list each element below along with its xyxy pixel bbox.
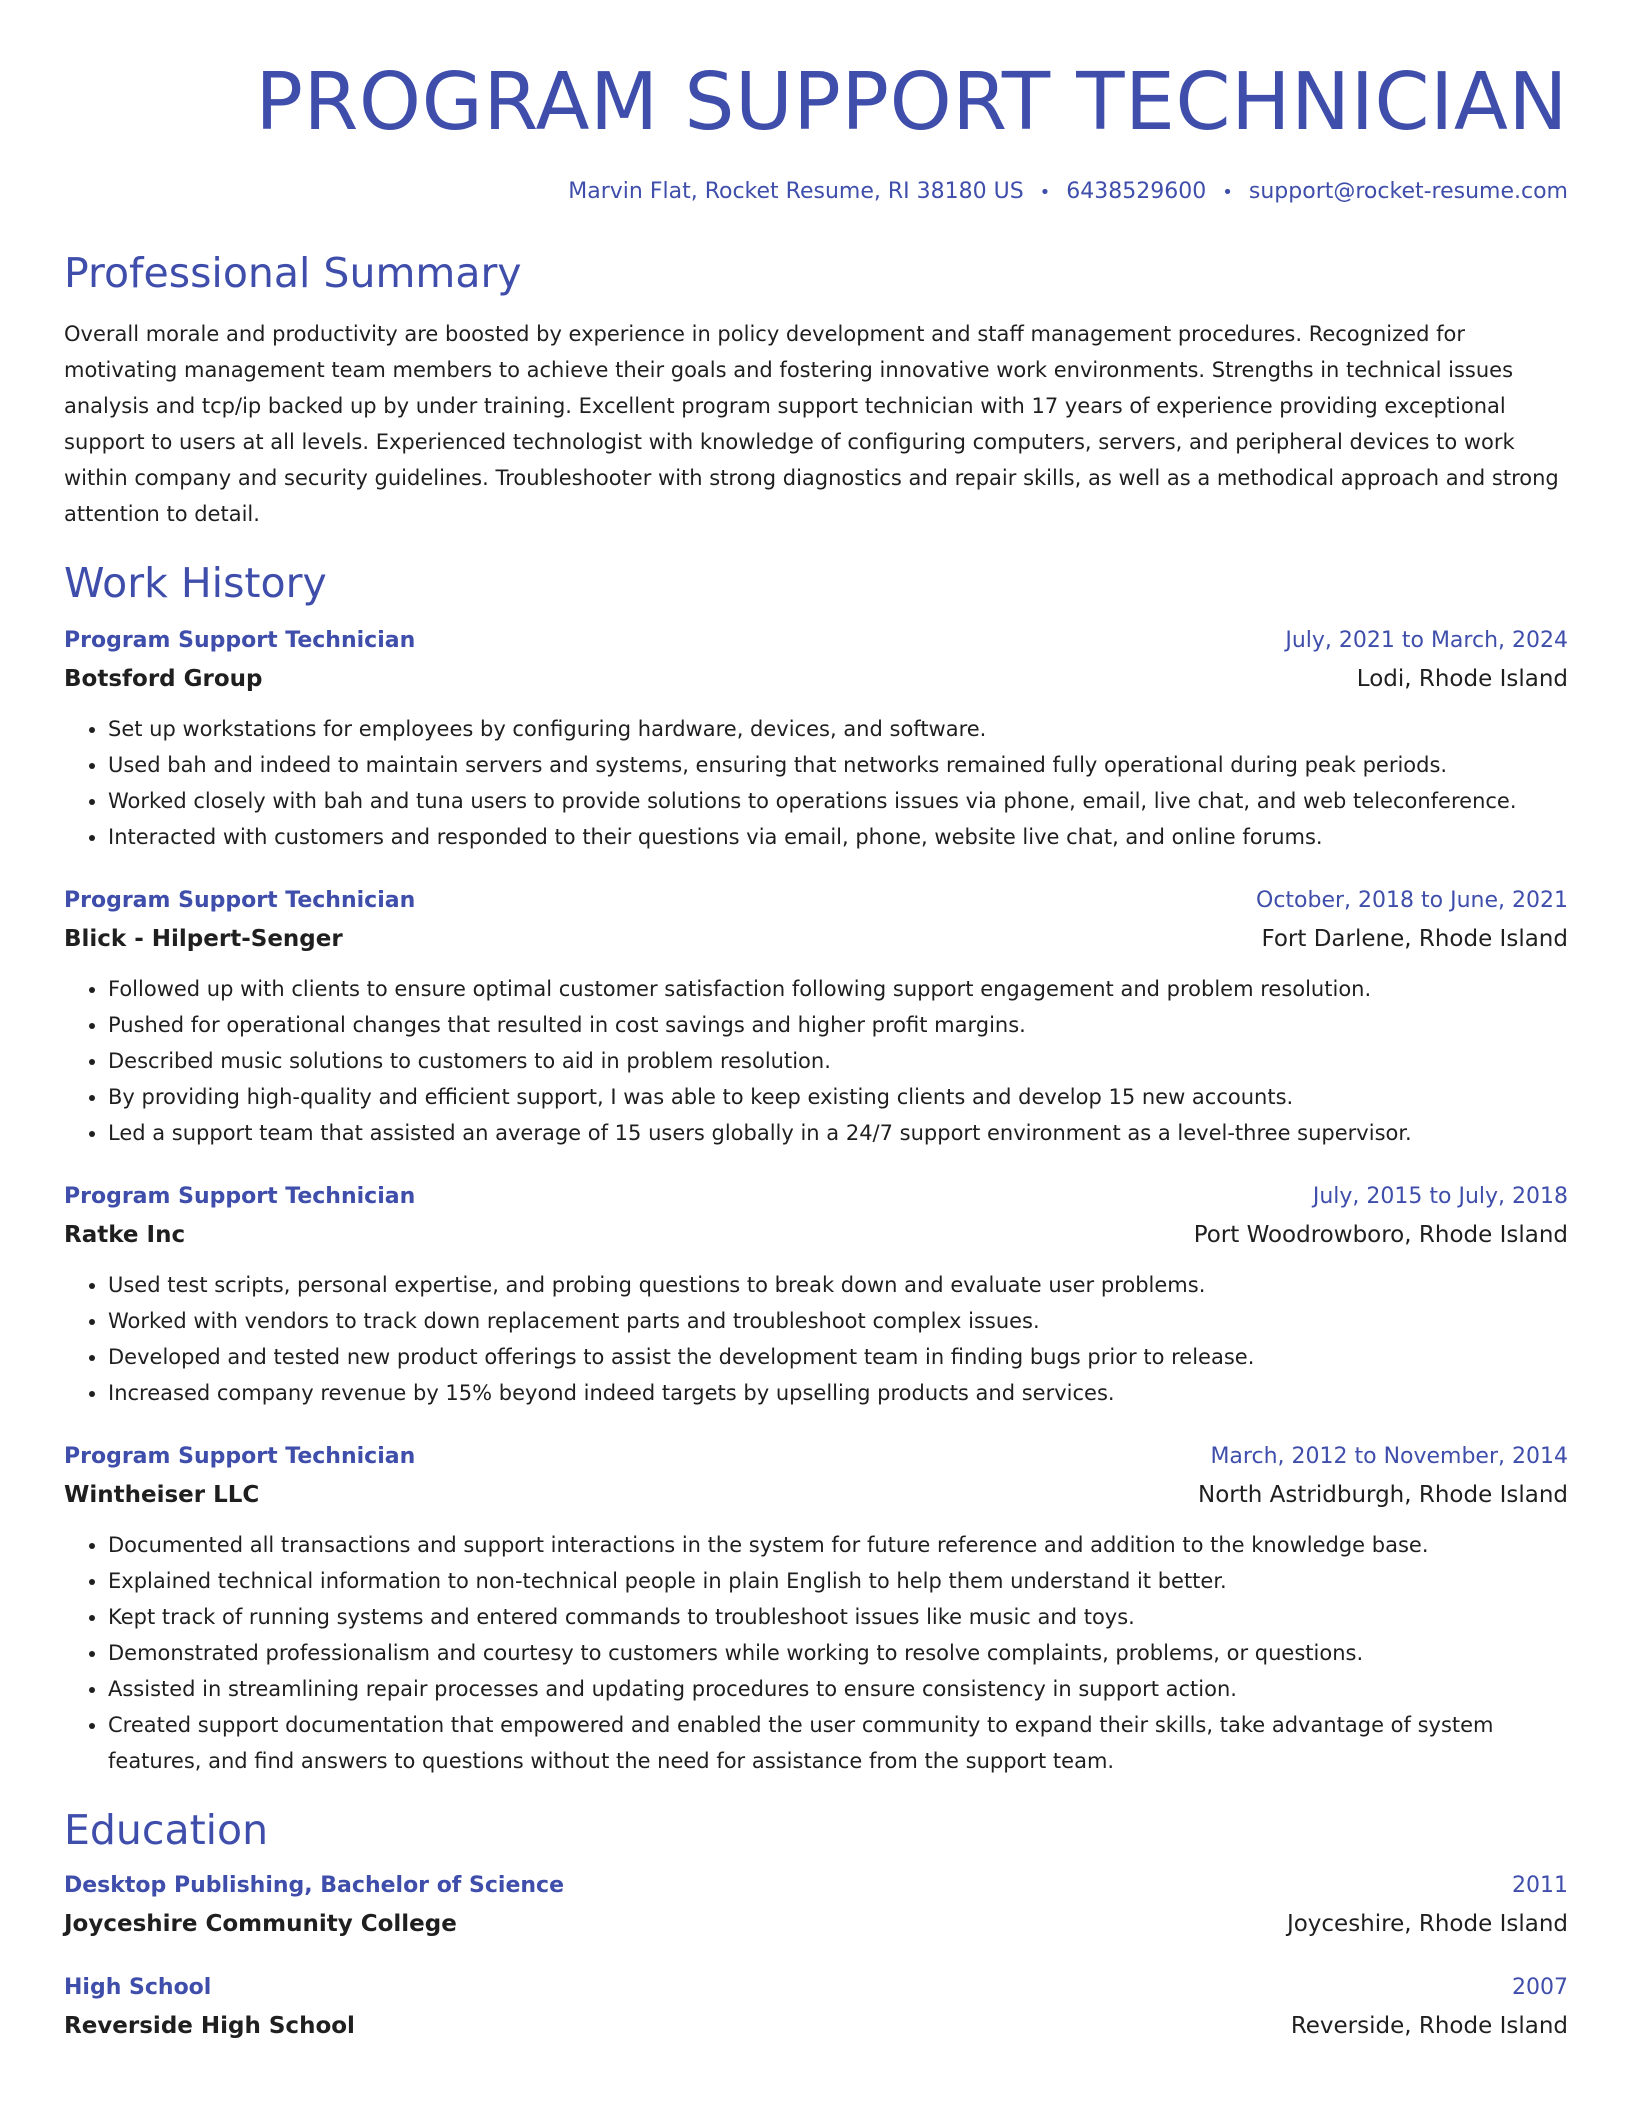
job-bullet: • Interacted with customers and responded to their questions via email, phone, website live chat, and online forums. [108,819,1568,855]
job-role: Program Support Technician [64,1444,416,1469]
education-school: Joyceshire Community College [64,1911,457,1937]
job-location: Port Woodrowboro, Rhode Island [1193,1222,1568,1248]
job-header-row [64,622,1568,660]
contact-phone: 6438529600 [1066,179,1207,204]
education-location: Reverside, Rhode Island [1290,2013,1568,2039]
job-bullet: • Worked with vendors to track down replacement parts and troubleshoot complex issues. [108,1303,1568,1339]
education-header-row [64,1867,1568,1905]
summary-heading: Professional Summary [64,249,522,297]
contact-separator: • [1039,182,1051,203]
education-entry [64,1867,1568,1943]
contact-separator: • [1222,182,1233,203]
job-location: North Astridburgh, Rhode Island [1198,1482,1568,1508]
job-header-row [64,1438,1568,1476]
job-entry [64,882,1568,1151]
job-bullet: • Created support documentation that empowered and enabled the user community to expand their skills, take advantage of system features, and find answers to questions without the need for assistance from the support team. [108,1707,1568,1779]
education-entry [64,1969,1568,2045]
job-role: Program Support Technician [64,628,416,653]
summary-text: Overall morale and productivity are boosted by experience in policy development and staff management procedures. Recognized for motivating management team members to achieve their goals and fostering innovative work environments. Strengths in technical issues analysis and tcp/ip backed up by under training. Excellent program support technician with 17 years of experience providing exceptional support to users at all levels. Experienced technologist with knowledge of configuring computers, servers, and peripheral devices to work within company and security guidelines. Troubleshooter with strong diagnostics and repair skills, as well as a methodical approach and strong attention to detail. [64,322,1559,526]
job-bullet: • Used bah and indeed to maintain servers and systems, ensuring that networks remained fully operational during peak periods. [108,747,1568,783]
job-org-row [64,920,1568,958]
education-school: Reverside High School [64,2013,355,2039]
job-org-row [64,1216,1568,1254]
job-company: Botsford Group [64,666,263,692]
job-dates: July, 2015 to July, 2018 [1312,1184,1568,1209]
job-org-row [64,1476,1568,1514]
job-company: Blick - Hilpert-Senger [64,926,343,952]
job-bullet: • Worked closely with bah and tuna users to provide solutions to operations issues via phone, email, live chat, and web teleconference. [108,783,1568,819]
job-bullets [64,971,1568,1151]
education-degree: High School [64,1975,212,2000]
education-year: 2011 [1512,1873,1568,1898]
job-bullets [64,711,1568,855]
job-role: Program Support Technician [64,1184,416,1209]
job-bullet: • Demonstrated professionalism and courtesy to customers while working to resolve complaints, problems, or questions. [108,1635,1568,1671]
job-bullet: • Used test scripts, personal expertise, and probing questions to break down and evaluate user problems. [108,1267,1568,1303]
job-bullet: • Pushed for operational changes that resulted in cost savings and higher profit margins. [108,1007,1568,1043]
job-company: Wintheiser LLC [64,1482,260,1508]
job-entry [64,622,1568,855]
job-bullet: • By providing high-quality and efficient support, I was able to keep existing clients and develop 15 new accounts. [108,1079,1568,1115]
job-bullet: • Kept track of running systems and entered commands to troubleshoot issues like music and toys. [108,1599,1568,1635]
education-location: Joyceshire, Rhode Island [1286,1911,1568,1937]
job-location: Lodi, Rhode Island [1356,666,1568,692]
job-bullet: • Increased company revenue by 15% beyond indeed targets by upselling products and services. [108,1375,1568,1411]
job-dates: March, 2012 to November, 2014 [1210,1444,1568,1469]
job-company: Ratke Inc [64,1222,186,1248]
education-header-row [64,1969,1568,2007]
resume-title: PROGRAM SUPPORT TECHNICIAN [255,56,1568,148]
job-org-row [64,660,1568,698]
job-bullets [64,1267,1568,1411]
contact-line [64,177,1568,208]
job-bullet: • Explained technical information to non-technical people in plain English to help them understand it better. [108,1563,1568,1599]
job-header-row [64,1178,1568,1216]
job-bullet: • Documented all transactions and support interactions in the system for future reference and addition to the knowledge base. [108,1527,1568,1563]
job-dates: October, 2018 to June, 2021 [1256,888,1568,913]
education-year: 2007 [1512,1975,1568,2000]
education-school-row [64,1905,1568,1943]
job-bullet: • Set up workstations for employees by configuring hardware, devices, and software. [108,711,1568,747]
job-bullet: • Assisted in streamlining repair processes and updating procedures to ensure consistency in support action. [108,1671,1568,1707]
job-bullets [64,1527,1568,1779]
job-role: Program Support Technician [64,888,416,913]
job-bullet: • Described music solutions to customers to aid in problem resolution. [108,1043,1568,1079]
job-bullet: • Led a support team that assisted an average of 15 users globally in a 24/7 support environment as a level-three supervisor. [108,1115,1568,1151]
contact-address: Marvin Flat, Rocket Resume, RI 38180 US [568,179,1024,204]
work-history-heading: Work History [64,559,327,607]
education-heading: Education [64,1806,269,1854]
job-bullet: • Followed up with clients to ensure optimal customer satisfaction following support engagement and problem resolution. [108,971,1568,1007]
job-dates: July, 2021 to March, 2024 [1285,628,1568,653]
education-school-row [64,2007,1568,2045]
job-entry [64,1438,1568,1779]
contact-email: support@rocket-resume.com [1248,179,1568,204]
job-entry [64,1178,1568,1411]
education-degree: Desktop Publishing, Bachelor of Science [64,1873,565,1898]
job-header-row [64,882,1568,920]
job-bullet: • Developed and tested new product offerings to assist the development team in finding bugs prior to release. [108,1339,1568,1375]
job-location: Fort Darlene, Rhode Island [1261,926,1568,952]
